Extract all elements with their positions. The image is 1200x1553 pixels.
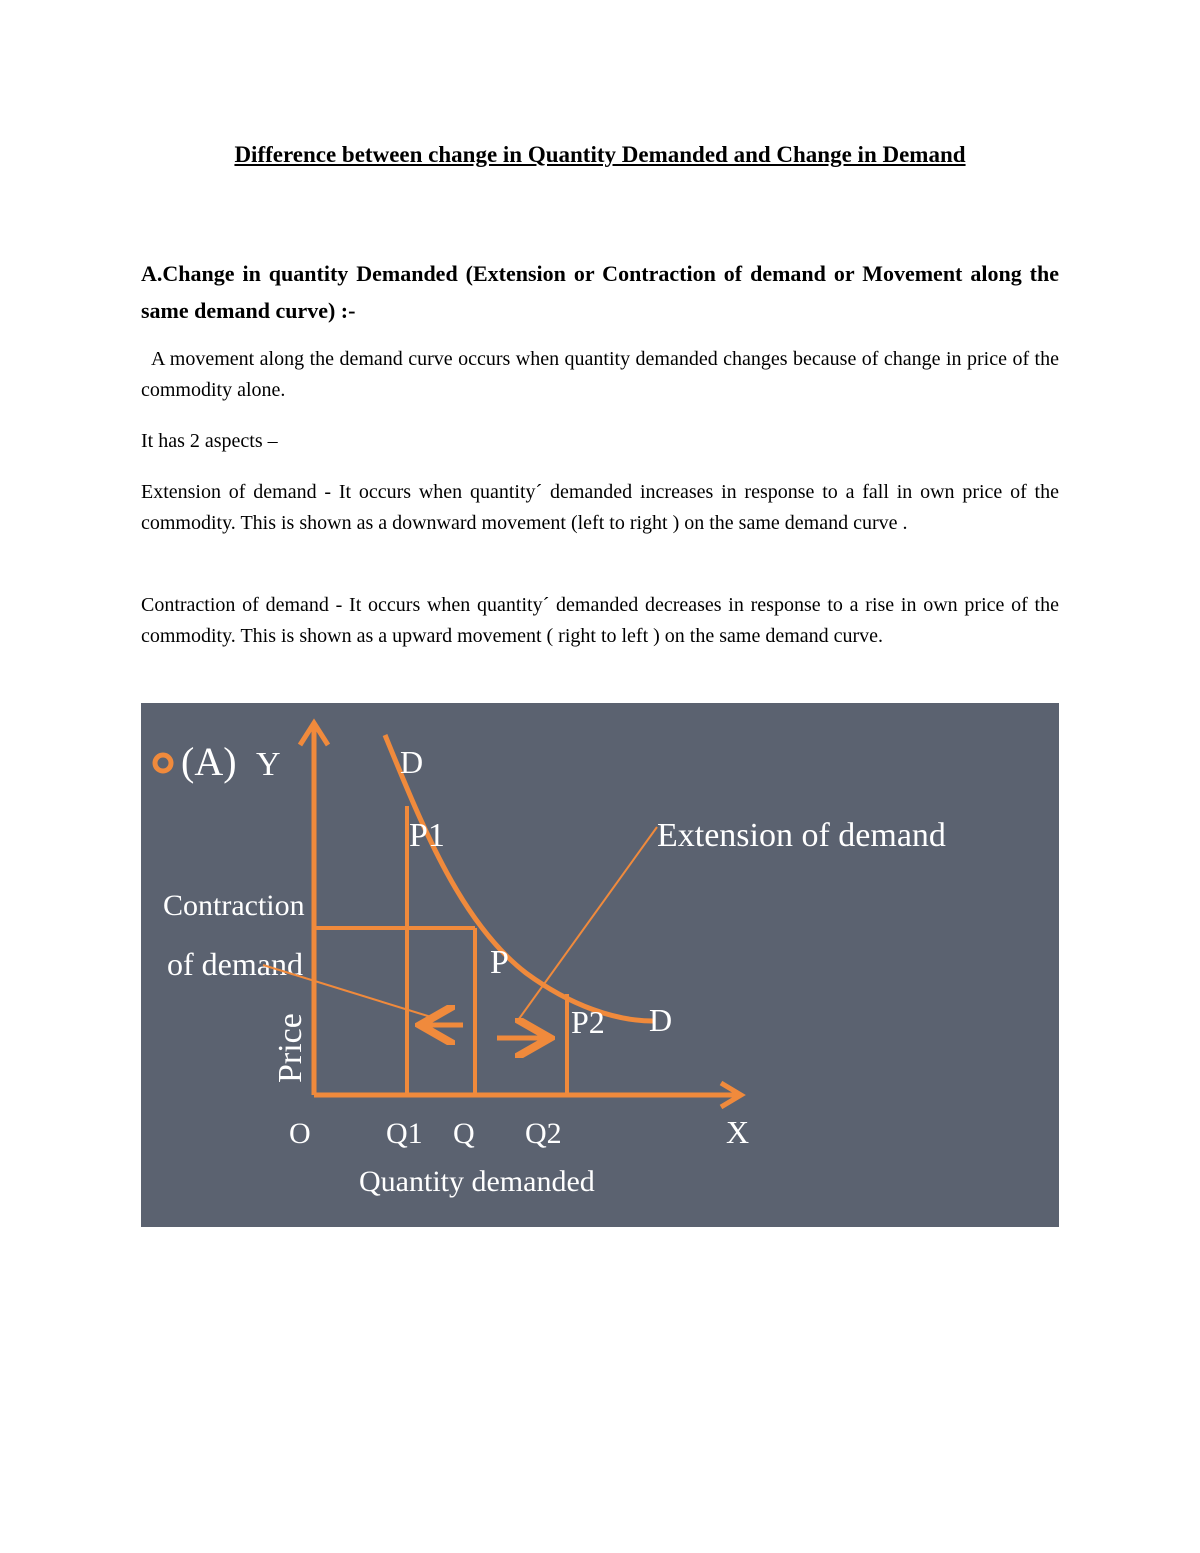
origin-label: O [289, 1117, 311, 1150]
point-p1-label: P1 [409, 817, 445, 854]
tick-q-label: Q [453, 1117, 475, 1150]
paragraph-contraction: Contraction of demand - It occurs when quantity´ demanded decreases in response to a rise in own price of the commodity. This is shown as a upward movement ( right to left ) on the same demand curve. [141, 594, 1059, 647]
point-p2-label: P2 [571, 1004, 605, 1040]
demand-curve [385, 735, 653, 1021]
figure-label: (A) [181, 739, 237, 784]
contraction-label-line1: Contraction [163, 889, 305, 922]
y-axis-title: Price [272, 1013, 309, 1083]
tick-q1-label: Q1 [386, 1117, 423, 1150]
paragraph-extension: Extension of demand - It occurs when quantity´ demanded increases in response to a fall in own price of the commodity. This is shown as a downward movement (left to right ) on the same demand curve . [141, 481, 1059, 534]
y-axis-letter: Y [256, 746, 281, 783]
document-title: Difference between change in Quantity Demanded and Change in Demand [234, 142, 966, 167]
extension-label: Extension of demand [657, 817, 946, 854]
x-axis-letter: X [726, 1114, 750, 1150]
tick-q2-label: Q2 [525, 1117, 562, 1150]
curve-label-end: D [649, 1002, 673, 1038]
contraction-label-line2: of demand [167, 946, 303, 982]
extension-pointer-line [516, 827, 657, 1023]
paragraph-aspects: It has 2 aspects – [141, 430, 278, 452]
section-heading: A.Change in quantity Demanded (Extension or Contraction of demand or Movement along the same demand curve) :- [141, 261, 1059, 323]
paragraph-movement: A movement along the demand curve occurs when quantity demanded changes because of change in price of the commodity alone. [141, 348, 1059, 401]
demand-curve-figure [141, 703, 1059, 1227]
orange-ring-bullet-icon [155, 755, 171, 771]
demand-curve-diagram [141, 703, 1059, 1227]
x-axis-title: Quantity demanded [359, 1165, 595, 1198]
curve-label-top: D [400, 744, 424, 780]
point-p-label: P [490, 944, 509, 981]
